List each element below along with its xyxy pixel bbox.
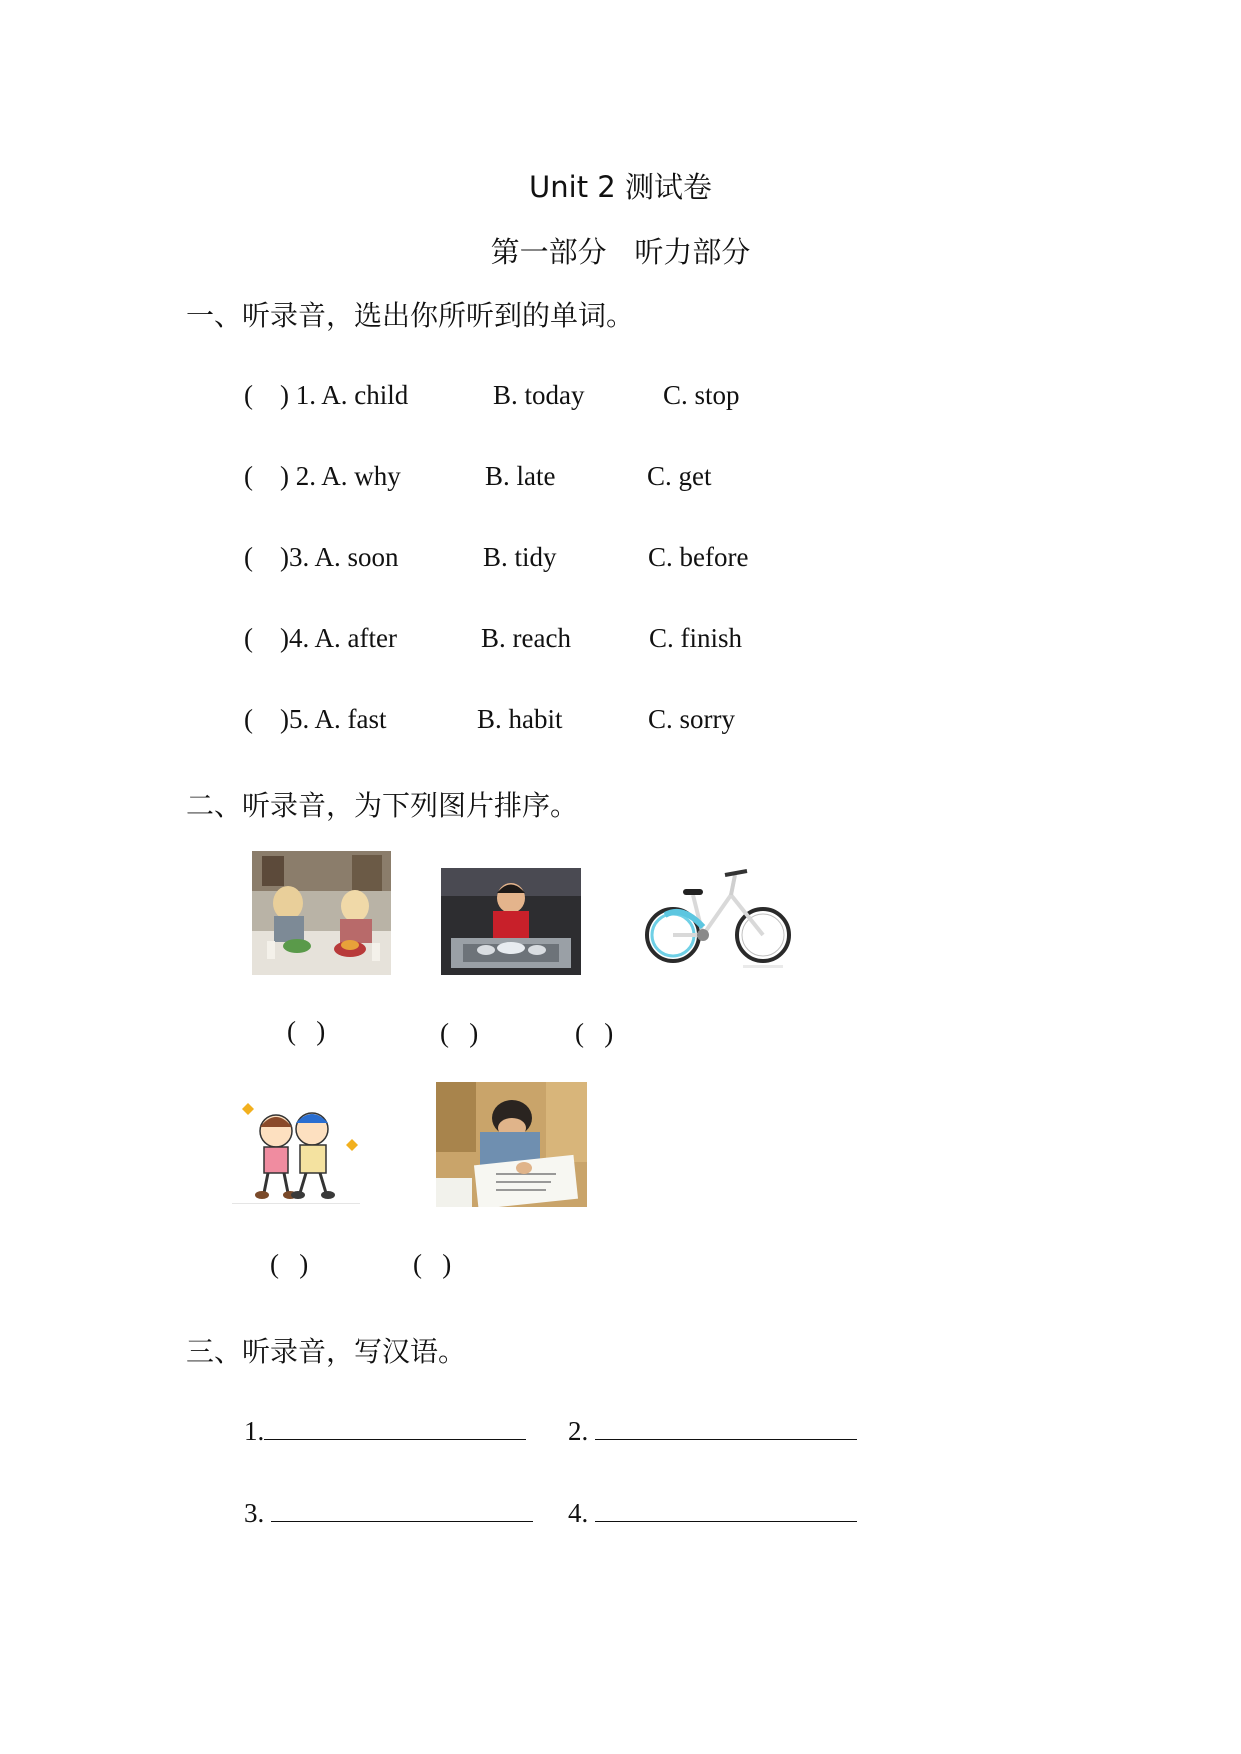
picture-1-answer-blank[interactable]: ( ) — [287, 1016, 326, 1046]
question-1-option-b: B. today — [493, 380, 585, 410]
write-answer-1[interactable] — [244, 1415, 526, 1447]
section1-heading: 一、听录音，选出你所听到的单词。 — [186, 299, 635, 332]
question-1-prefix: ( ) 1. A. child — [244, 380, 409, 410]
question-2-prefix: ( ) 2. A. why — [244, 461, 401, 491]
picture-4-answer-blank[interactable]: ( ) — [270, 1249, 309, 1279]
question-3-option-b: B. tidy — [483, 542, 557, 572]
section3-heading: 三、听录音，写汉语。 — [186, 1335, 467, 1368]
children-eating-photo — [252, 851, 391, 975]
part-title: 第一部分 听力部分 — [490, 235, 751, 269]
question-5-option-c: C. sorry — [648, 704, 735, 734]
write-answer-1-line[interactable] — [264, 1415, 526, 1440]
write-answer-3-line[interactable] — [271, 1497, 533, 1522]
question-4-option-b: B. reach — [481, 623, 571, 653]
write-answer-2-label: 2. — [568, 1416, 589, 1446]
picture-2-answer-blank[interactable]: ( ) — [440, 1018, 479, 1048]
page-title: Unit 2 测试卷 — [529, 170, 712, 204]
write-answer-2-line[interactable] — [595, 1415, 857, 1440]
boy-doing-homework-photo — [436, 1082, 587, 1207]
write-answer-4-label: 4. — [568, 1498, 589, 1528]
write-answer-4-line[interactable] — [595, 1497, 857, 1522]
question-5-prefix: ( )5. A. fast — [244, 704, 387, 734]
picture-5-answer-blank[interactable]: ( ) — [413, 1249, 452, 1279]
write-answer-3-label: 3. — [244, 1498, 265, 1528]
children-walking-cartoon — [228, 1095, 364, 1207]
write-answer-4[interactable] — [568, 1497, 857, 1529]
question-2-option-c: C. get — [647, 461, 712, 491]
write-answer-1-label: 1. — [244, 1416, 265, 1446]
boy-washing-dishes-photo — [441, 868, 581, 975]
picture-3-answer-blank[interactable]: ( ) — [575, 1018, 614, 1048]
question-4-prefix: ( )4. A. after — [244, 623, 397, 653]
question-2-option-b: B. late — [485, 461, 556, 491]
bicycle-photo — [643, 855, 793, 975]
write-answer-3[interactable] — [244, 1497, 533, 1529]
question-3-option-c: C. before — [648, 542, 749, 572]
question-5-option-b: B. habit — [477, 704, 563, 734]
question-1-option-c: C. stop — [663, 380, 740, 410]
question-3-prefix: ( )3. A. soon — [244, 542, 399, 572]
question-4-option-c: C. finish — [649, 623, 743, 653]
section2-heading: 二、听录音，为下列图片排序。 — [186, 789, 579, 822]
write-answer-2[interactable] — [568, 1415, 857, 1447]
